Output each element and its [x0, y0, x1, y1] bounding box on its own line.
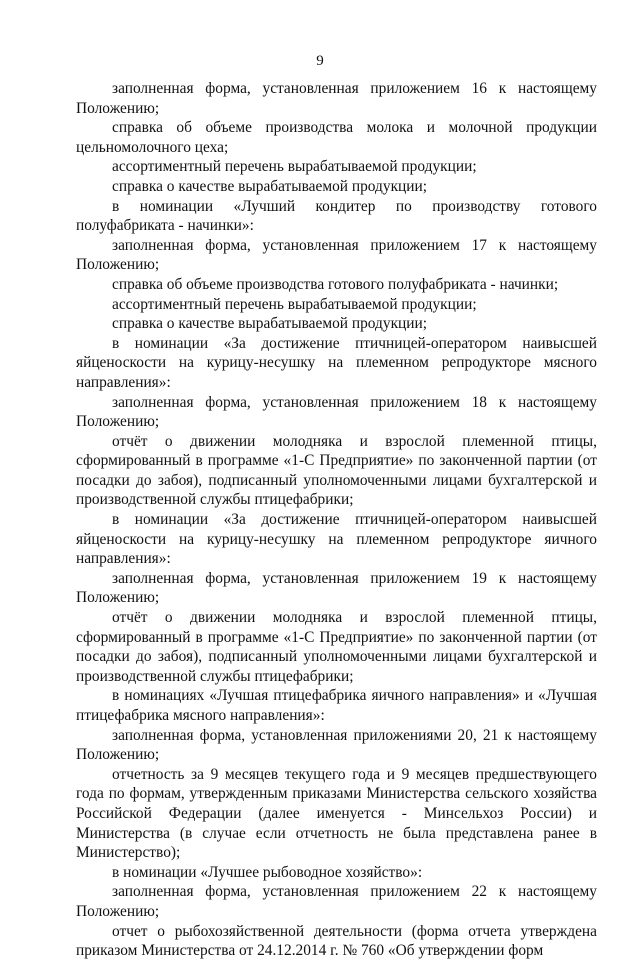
- document-body: [76, 79, 597, 961]
- paragraph: справка о качестве вырабатываемой продукции;: [112, 315, 428, 333]
- paragraph: в номинации «Лучшее рыбоводное хозяйство»:: [112, 863, 423, 881]
- paragraph: отчет о рыбохозяйственной деятельности (форма отчета утверждена приказом Министерства от 24.12.2014 г. № 760 «Об утверждении форм: [76, 922, 597, 960]
- paragraph: заполненная форма, установленная приложением 18 к настоящему Положению;: [76, 393, 597, 431]
- paragraph: справка об объеме производства молока и молочной продукции цельномолочного цеха;: [76, 119, 597, 156]
- paragraph: в номинации «За достижение птичницей-оператором наивысшей яйценоскости на курицу-несушку на племенном репродукторе яичного направления»:: [76, 511, 597, 568]
- paragraph: справка об объеме производства готового полуфабриката - начинки;: [112, 275, 559, 293]
- paragraph: заполненная форма, установленная приложением 17 к настоящему Положению;: [76, 236, 597, 274]
- paragraph: отчёт о движении молодняка и взрослой племенной птицы, сформированный в программе «1-С Предприятие» по законченной партии (от посадки до забоя), подписанный уполномоченными лицами бухгалтерской и производственной службы птицефабрики;: [76, 609, 597, 685]
- paragraph: заполненная форма, установленная приложениями 20, 21 к настоящему Положению;: [76, 726, 597, 764]
- paragraph: в номинациях «Лучшая птицефабрика яичного направления» и «Лучшая птицефабрика мясного направления»:: [76, 687, 597, 724]
- paragraph: отчетность за 9 месяцев текущего года и 9 месяцев предшествующего года по формам, утвержденным приказами Министерства сельского хозяйства Российской Федерации (далее именуется - Минсельхоз России) и Министерства (в случае если отчетность не была представлена ранее в Министерство);: [76, 765, 597, 862]
- paragraph: заполненная форма, установленная приложением 16 к настоящему Положению;: [76, 80, 597, 117]
- paragraph: ассортиментный перечень вырабатываемой продукции;: [112, 158, 477, 176]
- paragraph: заполненная форма, установленная приложением 19 к настоящему Положению;: [76, 569, 597, 607]
- paragraph: отчёт о движении молодняка и взрослой племенной птицы, сформированный в программе «1-С Предприятие» по законченной партии (от посадки до забоя), подписанный уполномоченными лицами бухгалтерской и производственной службы птицефабрики;: [76, 432, 597, 509]
- paragraph: ассортиментный перечень вырабатываемой продукции;: [112, 295, 477, 313]
- paragraph: в номинации «Лучший кондитер по производству готового полуфабриката - начинки»:: [76, 197, 597, 235]
- page-number: 9: [316, 53, 324, 69]
- paragraph: заполненная форма, установленная приложением 22 к настоящему Положению;: [76, 883, 597, 920]
- paragraph: справка о качестве вырабатываемой продукции;: [112, 177, 428, 195]
- paragraph: в номинации «За достижение птичницей-оператором наивысшей яйценоскости на курицу-несушку на племенном репродукторе мясного направления»:: [76, 334, 597, 391]
